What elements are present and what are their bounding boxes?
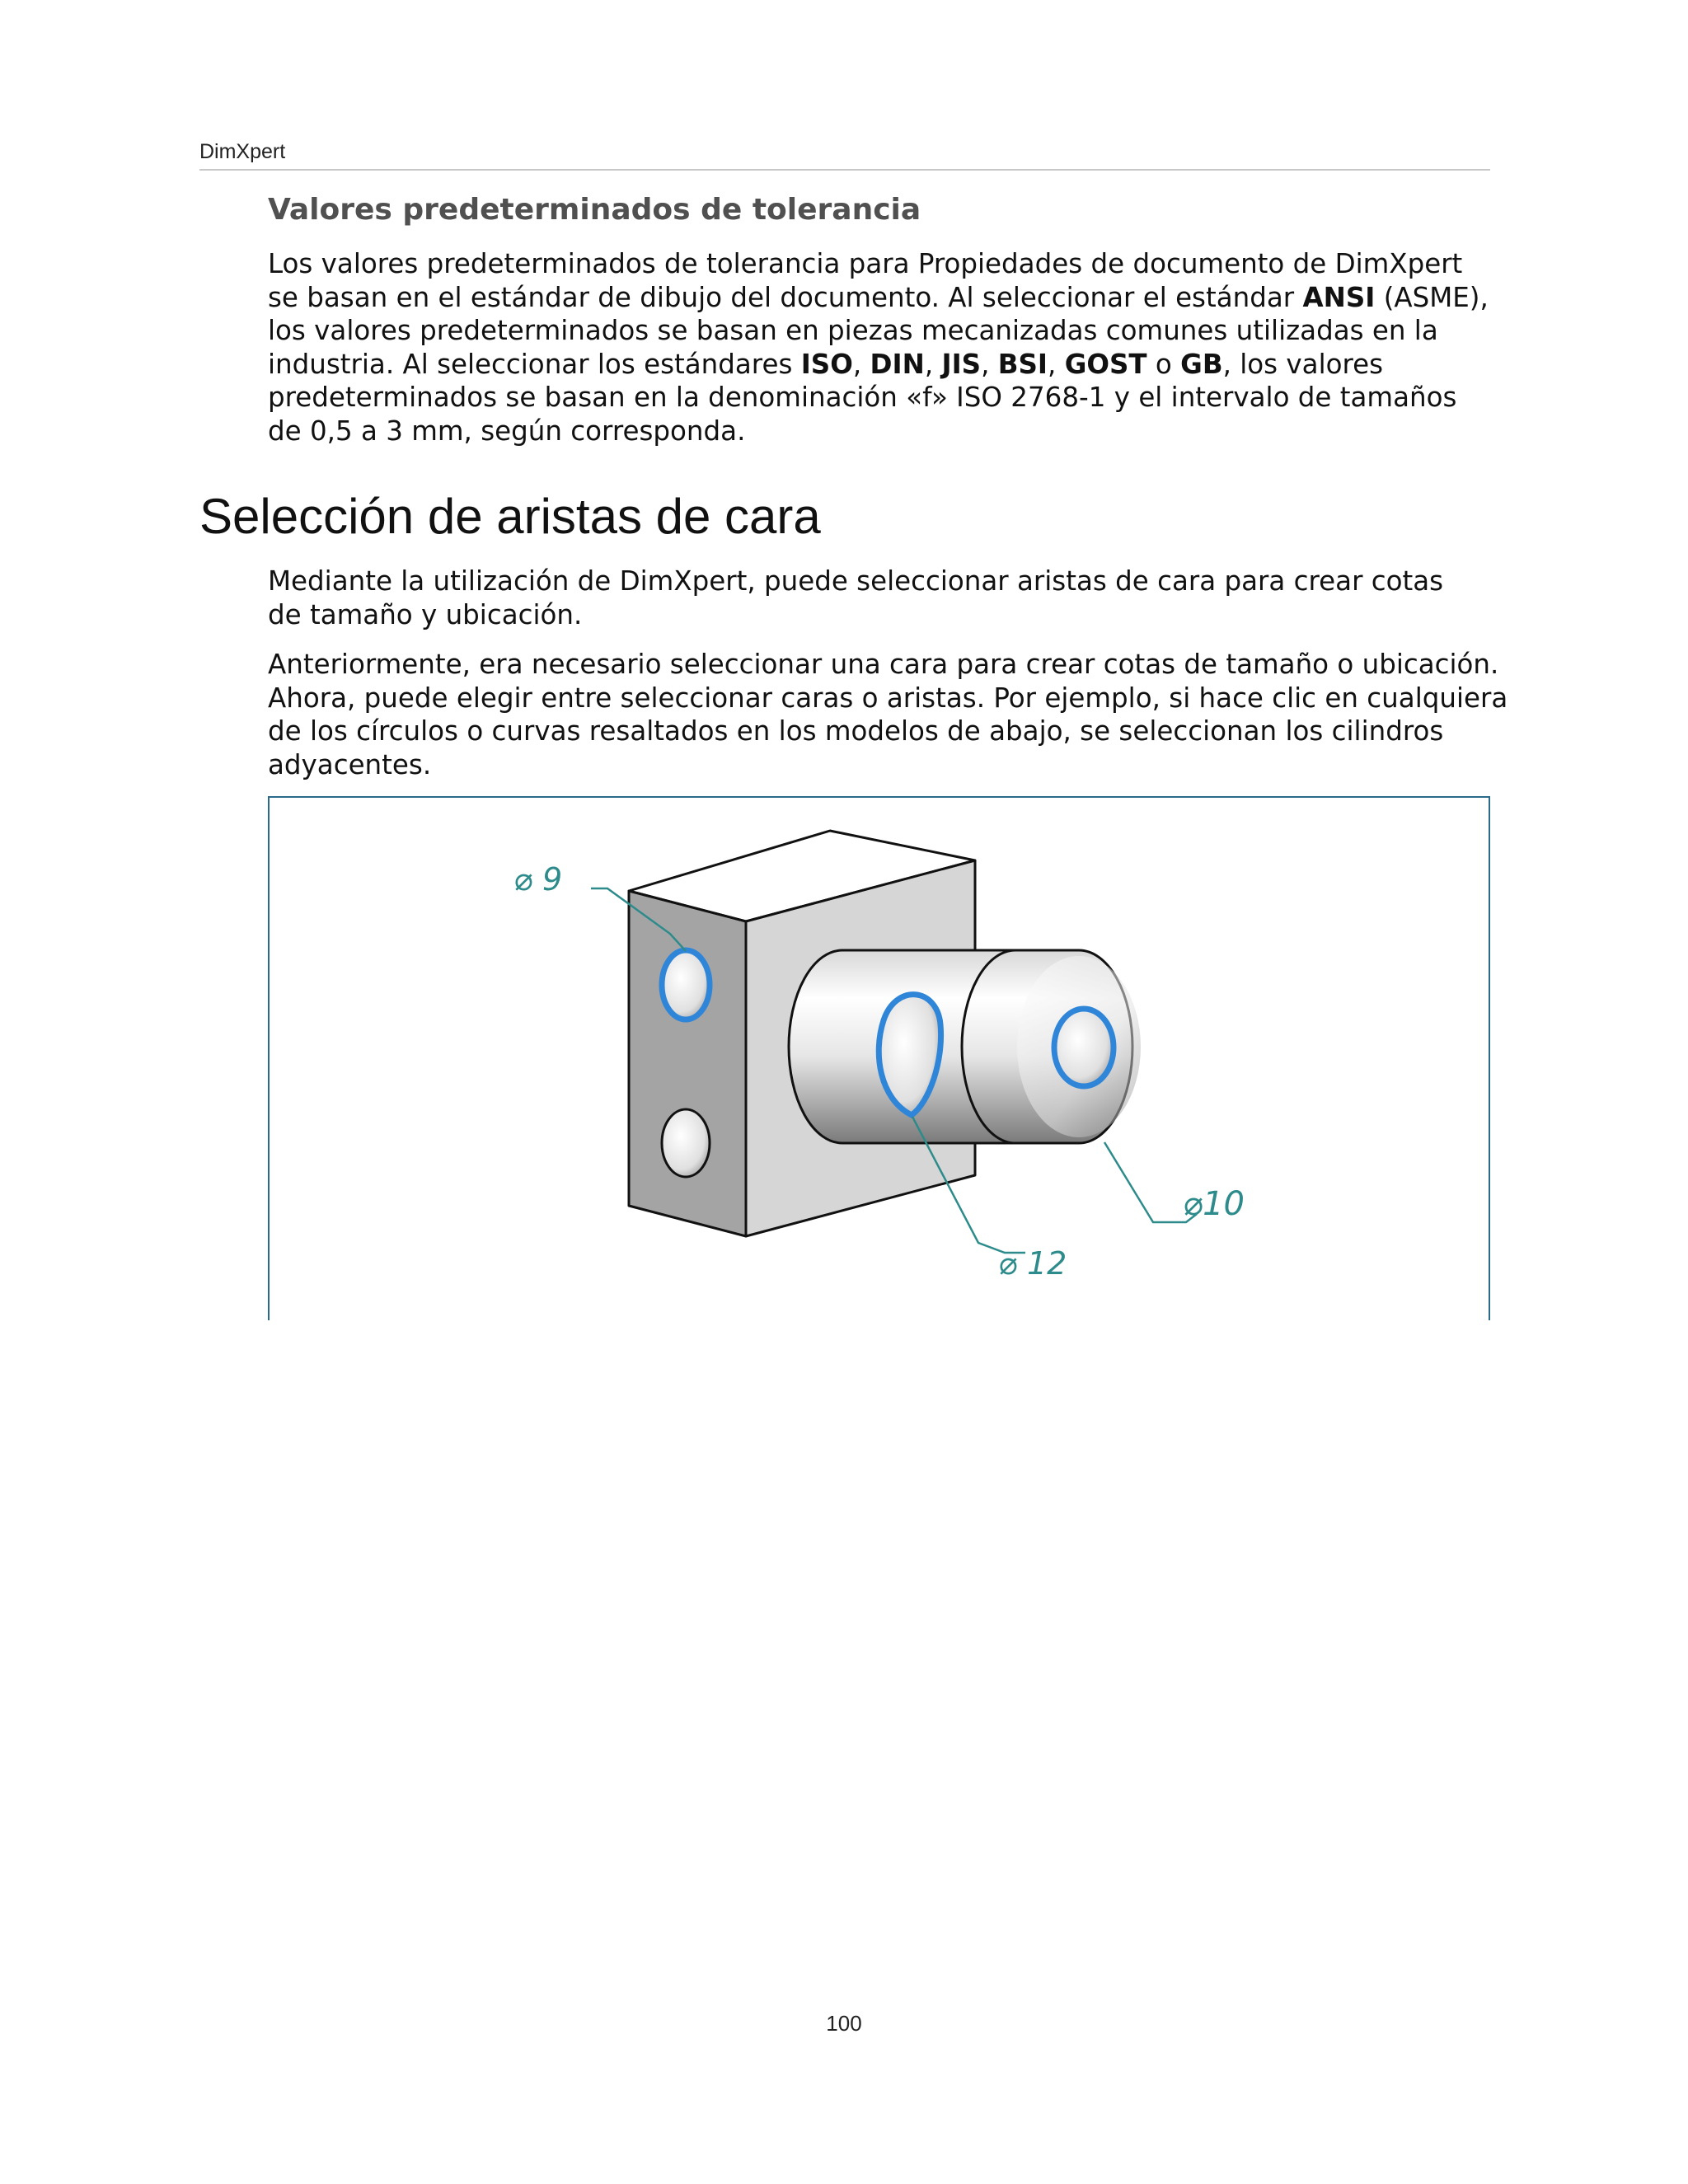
section-title-edge-selection: Selección de aristas de cara [199, 489, 821, 544]
bold-standard-din: DIN [870, 348, 925, 380]
block-side-face [629, 891, 746, 1236]
callout-diameter-9: ⌀ 9 [513, 861, 563, 898]
paragraph-line: predeterminados se basan en la denominación «f» ISO 2768-1 y el intervalo de tamaños [268, 382, 1457, 413]
text-run: , [1048, 348, 1065, 380]
paragraph-line: de 0,5 a 3 mm, según corresponda. [268, 415, 746, 447]
paragraph-line [268, 348, 1504, 382]
figure-part-illustration [268, 796, 1490, 1320]
bold-standard-bsi: BSI [997, 348, 1048, 380]
text-run: se basan en el estándar de dibujo del documento. Al seleccionar el estándar [268, 281, 1303, 313]
part-drawing [270, 798, 1492, 1322]
paragraph-line: adyacentes. [268, 748, 432, 780]
side-hole-lower [662, 1109, 710, 1177]
paragraph-line: Mediante la utilización de DimXpert, puede seleccionar aristas de cara para crear cotas [268, 565, 1444, 597]
bold-standard-jis: JIS [941, 348, 982, 380]
text-run: , [981, 348, 998, 380]
bold-standard-ansi: ANSI [1302, 281, 1376, 313]
paragraph-line: Ahora, puede elegir entre seleccionar caras o aristas. Por ejemplo, si hace clic en cualquiera [268, 682, 1508, 714]
text-run: , [852, 348, 870, 380]
callout-diameter-12: ⌀ 12 [998, 1245, 1067, 1282]
paragraph-tolerance-defaults [268, 247, 1504, 448]
paragraph-line: los valores predeterminados se basan en piezas mecanizadas comunes utilizadas en la [268, 315, 1438, 346]
text-run: (ASME), [1375, 281, 1489, 313]
subheading-tolerance-defaults: Valores predeterminados de tolerancia [268, 193, 921, 227]
text-run: , [924, 348, 942, 380]
paragraph-line: de los círculos o curvas resaltados en los modelos de abajo, se seleccionan los cilindros [268, 715, 1444, 747]
page-number: 100 [826, 2011, 862, 2036]
text-run: industria. Al seleccionar los estándares [268, 348, 801, 380]
bold-standard-gb: GB [1180, 348, 1223, 380]
header-divider [199, 169, 1490, 171]
cylinder-hole-end [1054, 1009, 1114, 1086]
running-header: DimXpert [199, 140, 286, 163]
text-run: , los valores [1222, 348, 1384, 380]
paragraph-line: de tamaño y ubicación. [268, 598, 583, 630]
text-run: o [1146, 348, 1181, 380]
callout-diameter-10: ⌀10 [1183, 1185, 1245, 1223]
side-hole-upper [662, 950, 710, 1019]
paragraph-edge-selection-intro [268, 565, 1504, 631]
paragraph-line: Anteriormente, era necesario seleccionar una cara para crear cotas de tamaño o ubicación. [268, 649, 1499, 680]
paragraph-edge-selection-detail [268, 648, 1508, 781]
bold-standard-gost: GOST [1064, 348, 1147, 380]
bold-standard-iso: ISO [800, 348, 853, 380]
paragraph-line [268, 281, 1504, 315]
paragraph-line: Los valores predeterminados de tolerancia para Propiedades de documento de DimXpert [268, 248, 1463, 279]
